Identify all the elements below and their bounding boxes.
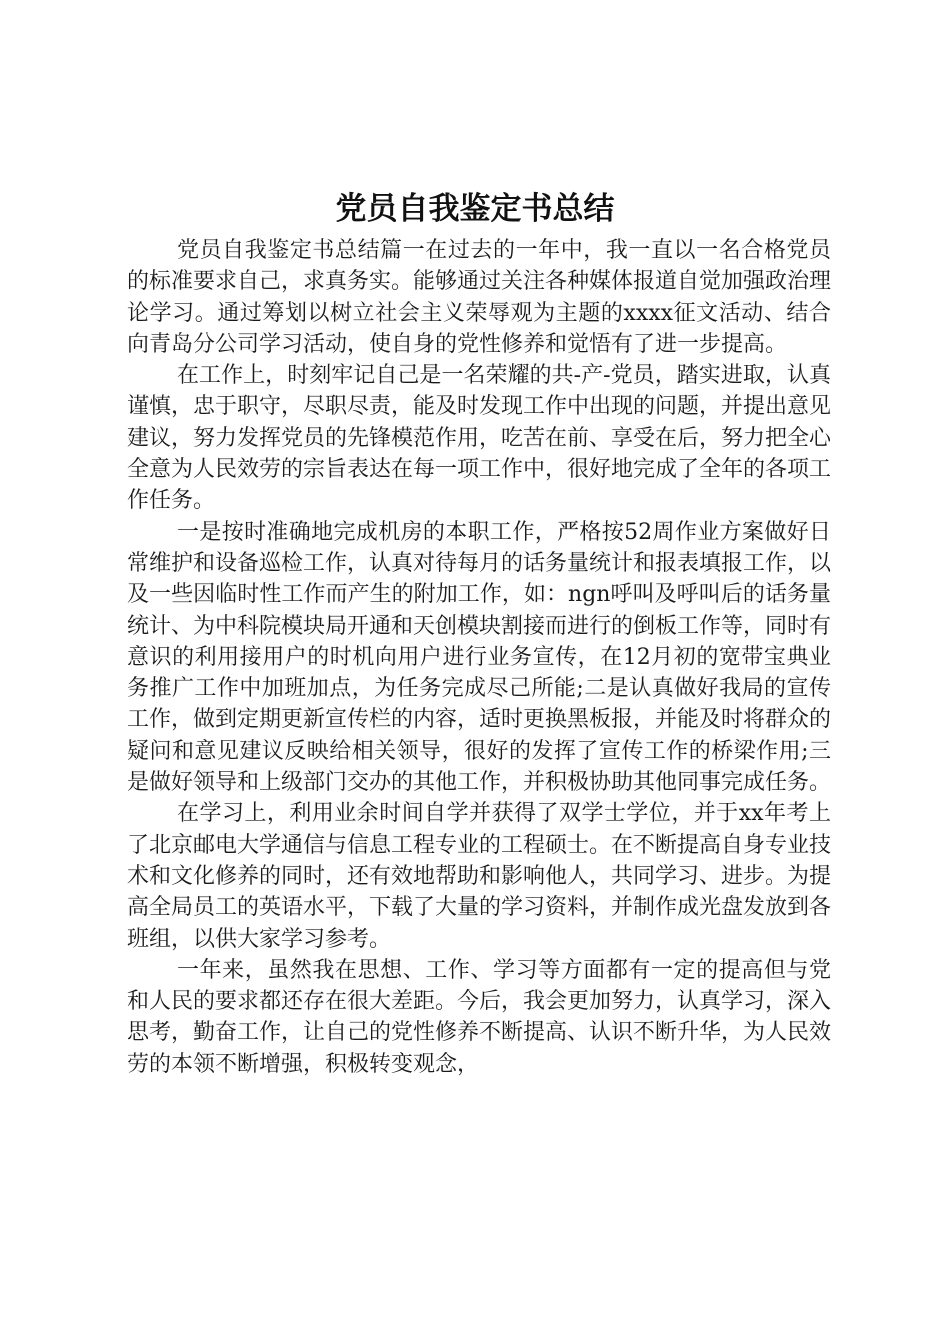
paragraph-3: 一是按时准确地完成机房的本职工作，严格按52周作业方案做好日常维护和设备巡检工作，认真对待每月的话务量统计和报表填报工作，以及一些因临时性工作而产生的附加工作，如：ngn呼叫及呼叫后的话务量统计、为中科院模块局开通和天创模块割接而进行的倒板工作等，同时有意识的利用接用户的时机向用户进行业务宣传，在12月初的宽带宝典业务推广工作中加班加点，为任务完成尽己所能;二是认真做好我局的宣传工作，做到定期更新宣传栏的内容，适时更换黑板报，并能及时将群众的疑问和意见建议反映给相关领导，很好的发挥了宣传工作的桥梁作用;三是做好领导和上级部门交办的其他工作，并积极协助其他同事完成任务。 bbox=[127, 519, 832, 796]
paragraph-5: 一年来，虽然我在思想、工作、学习等方面都有一定的提高但与党和人民的要求都还存在很大差距。今后，我会更加努力，认真学习，深入思考，勤奋工作，让自己的党性修养不断提高、认识不断升华，为人民效劳的本领不断增强，积极转变观念， bbox=[127, 957, 832, 1077]
paragraph-2: 在工作上，时刻牢记自己是一名荣耀的共-产-党员，踏实进取，认真谨慎，忠于职守，尽职尽责，能及时发现工作中出现的问题，并提出意见建议，努力发挥党员的先锋模范作用，吃苦在前、享受在后，努力把全心全意为人民效劳的宗旨表达在每一项工作中，很好地完成了全年的各项工作任务。 bbox=[127, 363, 832, 514]
paragraph-1: 党员自我鉴定书总结篇一在过去的一年中，我一直以一名合格党员的标准要求自己，求真务实。能够通过关注各种媒体报道自觉加强政治理论学习。通过筹划以树立社会主义荣辱观为主题的xxxx征文活动、结合向青岛分公司学习活动，使自身的党性修养和觉悟有了进一步提高。 bbox=[127, 238, 832, 357]
document-body bbox=[127, 235, 831, 1080]
document-title: 党员自我鉴定书总结 bbox=[335, 191, 615, 227]
paragraph-4: 在学习上，利用业余时间自学并获得了双学士学位，并于xx年考上了北京邮电大学通信与信息工程专业的工程硕士。在不断提高自身专业技术和文化修养的同时，还有效地帮助和影响他人，共同学习、进步。为提高全局员工的英语水平，下载了大量的学习资料，并制作成光盘发放到各班组，以供大家学习参考。 bbox=[127, 801, 832, 952]
